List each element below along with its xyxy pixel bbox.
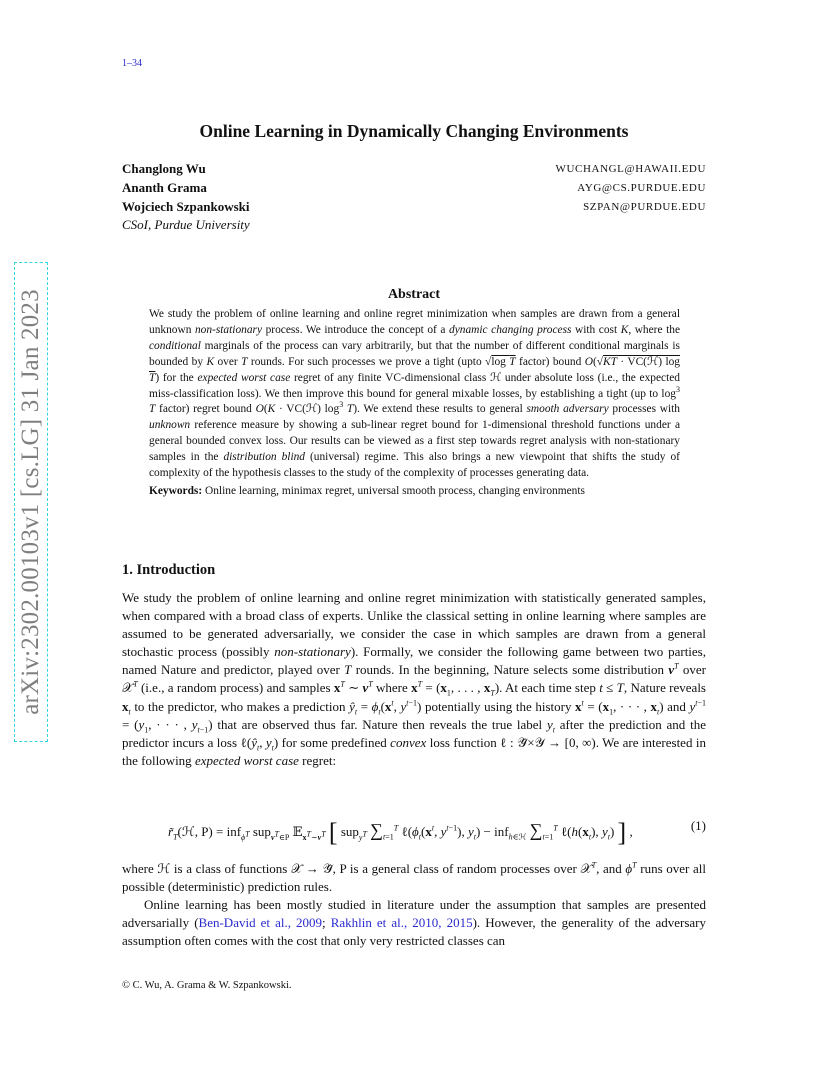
keywords: Online learning, minimax regret, universal smooth process, changing environments (205, 484, 585, 497)
author-name: Changlong Wu (122, 161, 206, 176)
arxiv-stamp-text: arXiv:2302.00103v1 [cs.LG] 31 Jan 2023 (17, 289, 44, 715)
copyright-footer: © C. Wu, A. Grama & W. Szpankowski. (122, 980, 292, 991)
author-name: Wojciech Szpankowski (122, 199, 250, 214)
intro-paragraph: We study the problem of online learning and online regret minimization with statistically generated samples, when compared with a broad class of experts. Unlike the classical setting in online learning where samples are assumed to be generated adversarially, we consider the case in which samples are drawn from a general stochastic process (possibly non-stationary). Formally, we consider the following game between two parties, named Nature and predictor, played over T rounds. In the beginning, Nature selects some distribution $\nu^T$ over 𝒳$^T$ (i.e., a random process) and samples $x^T$ ∼ $\nu^T$ where $x^T = (x_1$, . . . , $x_T$). At each time step t ≤ T, Nature reveals $x_t$ to the predictor, who makes a prediction $ŷ_t = \phi_t(x^t$, $y^{t-1}$) potentially using the history $x^t = (x_1$, · · · , $x_t$) and $y^{t-1} = (y_1$, · · · , $y_{t-1}$) that are observed thus far. Nature then reveals the true label $y_t$ after the prediction and the predictor incurs a loss $\ell(ŷ_t$, $y_t$) for some predefined convex loss function ℓ : 𝒴̂×𝒴 → [0, ∞). We are interested in the following expected worst case regret: (122, 590, 707, 768)
equation-1 (122, 802, 706, 854)
page-number: 1–34 (122, 58, 142, 69)
section-title: 1. Introduction (122, 562, 216, 578)
author-email: SZPAN@PURDUE.EDU (583, 201, 706, 213)
abstract-body: We study the problem of online learning and online regret minimization when samples are drawn from a general unknown non-stationary process. We introduce the concept of a dynamic changing process with cost K, where the conditional marginals of the process can vary arbitrarily, but that the number of different conditional marginals is bounded by K over T rounds. For such processes we prove a tight (upto √log T factor) bound O(√KT · VC(ℋ) log T) for the expected worst case regret of any finite VC-dimensional class ℋ under absolute loss (i.e., the expected miss-classification loss). We then improve this bound for general mixable losses, by establishing a tight (up to $\log^3 T$ factor) regret bound O(K · VC(ℋ) $\log^3 T$). We extend these results to general smooth adversary processes with unknown reference measure by showing a sub-linear regret bound for 1-dimensional threshold functions under a general bounded convex loss. Our results can be viewed as a first step towards regret analysis with non-stationary samples in the distribution blind (universal) regime. This also brings a new viewpoint that shifts the study of complexity of the hypothesis classes to the study of the complexity of processes generating data. Keywords: Online learning, minimax regret, universal smooth process, changing environments (149, 308, 680, 497)
author-email: WUCHANGL@HAWAII.EDU (555, 163, 706, 175)
author-name: Ananth Grama (122, 180, 207, 195)
citation-link[interactable]: Ben-David et al., 2009 (198, 915, 323, 931)
equation-expression: $r̃_T(ℋ$, P) = inf$_{\phi^T}$ sup$_{\nu^T\in P}$ 𝔼$_{x^T\sim\nu^T}$ [ sup$_{y^T}$ $\sum_{t=1}^T$ $\ell(\phi_t(x^t$, $y^{t-1}$), $y_t) - inf_{h\in ℋ}$ $\sum_{t=1}^T$ $\ell(h(x_t)$, $y_t$) ] , (168, 818, 633, 847)
citation-link[interactable]: Rakhlin et al., 2010, 2015 (330, 915, 473, 931)
abstract-heading: Abstract (387, 287, 441, 302)
affiliation: CSoI, Purdue University (122, 217, 250, 232)
intro-continued: where ℋ is a class of functions 𝒳 → 𝒴̂, P is a general class of random processes over 𝒳$^T$, and $\phi^T$ runs over all possible (deterministic) prediction rules. Online learning has been mostly studied in literature under the assumption that samples are presented adversarially (Ben-David et al., 2009; Rakhlin et al., 2010, 2015). However, the generality of the adversary assumption often comes with the cost that only very restricted classes can (122, 860, 707, 949)
keywords-label: Keywords: (149, 484, 203, 497)
equation-number: (1) (690, 818, 706, 833)
paper-title: Online Learning in Dynamically Changing Environments (199, 121, 629, 141)
author-email: AYG@CS.PURDUE.EDU (577, 182, 706, 194)
arxiv-stamp[interactable] (14, 262, 48, 742)
